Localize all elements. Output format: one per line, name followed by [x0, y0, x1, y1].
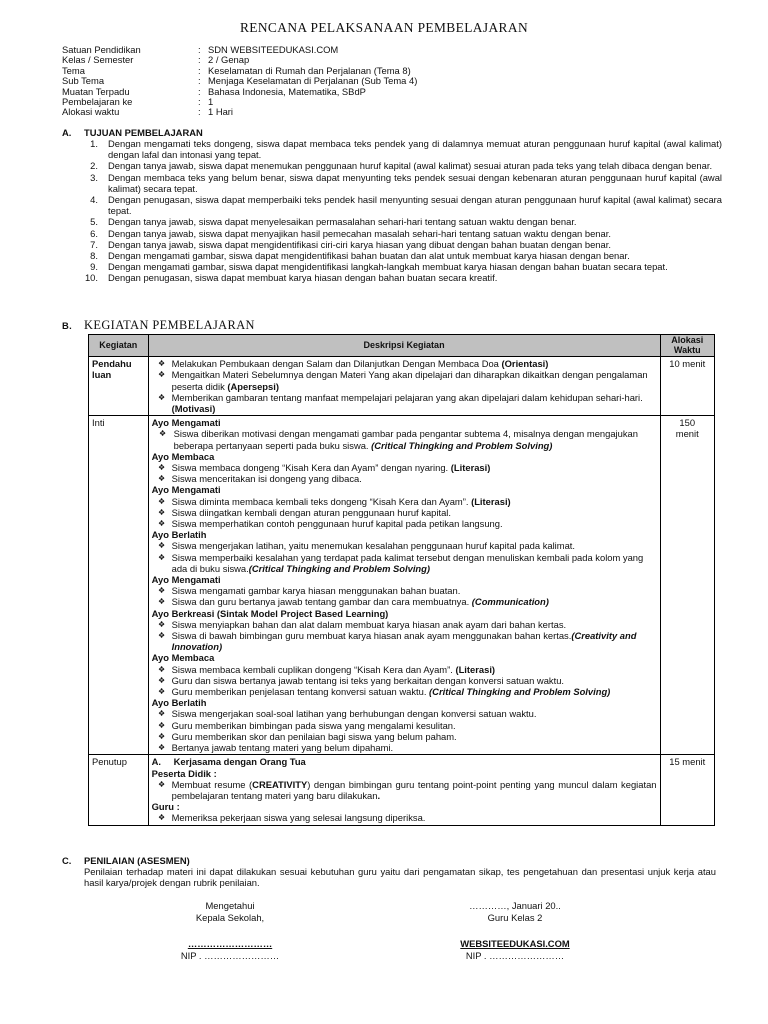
activity-heading: Ayo Mengamati [151, 484, 221, 496]
signature-principal: Mengetahui Kepala Sekolah, ……………………… NIP . …………………… [180, 900, 280, 961]
meta-value: Keselamatan di Rumah dan Perjalanan (Tema 8) [208, 64, 411, 76]
activity-heading: Ayo Berlatih [151, 529, 207, 541]
meta-row-satuan: Satuan Pendidikan : SDN WEBSITEEDUKASI.COM [62, 44, 339, 55]
phase-description: ❖ Melakukan Pembukaan dengan Salam dan Dilanjutkan Dengan Membaca Doa (Orientasi) ❖ Mengaitkan Materi Sebelumnya dengan Materi Yang akan dipelajari dan diharapkan dikaitkan dengan pengalaman peserta didik (Apersepsi) ❖ Memberikan gambaran tentang manfaat mempelajari pelajaran yang akan dipelajari dalam kehidupan sehari-hari. (Motivasi) [148, 357, 660, 416]
meta-label: Kelas / Semester [62, 54, 134, 66]
meta-row-muatan: Muatan Terpadu : Bahasa Indonesia, Matematika, SBdP [62, 85, 366, 97]
section-a-heading [62, 127, 203, 138]
meta-label: Alokasi waktu [62, 106, 120, 118]
meta-label: Tema [62, 64, 85, 76]
phase-label: Inti [89, 416, 149, 755]
list-item: 7. Dengan tanya jawab, siswa dapat mengidentifikasi ciri-ciri karya hiasan yang dibuat dengan bahan buatan dengan benar. [90, 238, 611, 250]
phase-description: A. Kerjasama dengan Orang Tua Peserta Didik : ❖ Membuat resume (CREATIVITY) dengan bimbingan guru tentang point-point penting yang muncul dalam kegiatan pembelajaran tentang materi yang baru dilakukan. Guru : ❖ Memeriksa pekerjaan siswa yang selesai langsung diperiksa. [148, 755, 660, 825]
list-item: 3. Dengan membaca teks yang belum benar, siswa dapat menyunting teks pendek sesuai dengan kebenaran aturan penggunaan huruf kapital (awal kalimat) secara tepat. [90, 171, 722, 194]
header-alokasi: Alokasi Waktu [660, 335, 715, 357]
meta-value: 2 / Genap [208, 54, 250, 66]
phase-time: 10 menit [660, 357, 715, 416]
list-item: 1. Dengan mengamati teks dongeng, siswa dapat membaca teks pendek yang di dalamnya memuat aturan penggunaan huruf kapital (awal kalimat) dengan lafal dan intonasi yang tepat. [90, 138, 722, 161]
meta-label: Pembelajaran ke [62, 95, 133, 107]
table-row [89, 755, 715, 825]
section-number: B. [62, 320, 73, 331]
activity-heading: Ayo Membaca [151, 652, 215, 664]
section-b-heading [62, 320, 255, 331]
signature-teacher: …………, Januari 20.. Guru Kelas 2 WEBSITEEDUKASI.COM NIP . …………………… [460, 900, 570, 961]
meta-row-tema: Tema : Keselamatan di Rumah dan Perjalanan (Tema 8) [62, 64, 411, 76]
activities-table [88, 334, 715, 826]
assessment-text: Penilaian terhadap materi ini dapat dilakukan sesuai kebutuhan guru yaitu dari pengamatan sikap, tes pengetahuan dan presentasi unjuk kerja atau hasil karya/projek dengan rubrik penilaian. [84, 866, 716, 889]
section-title: KEGIATAN PEMBELAJARAN [84, 318, 255, 332]
activity-heading: Ayo Membaca [151, 450, 215, 462]
activity-heading: Ayo Berlatih [151, 697, 207, 709]
table-row [89, 357, 715, 416]
phase-time: 150 menit [660, 416, 715, 755]
activity-heading: Ayo Mengamati [151, 417, 221, 429]
meta-value: 1 Hari [208, 106, 234, 118]
meta-row-subtema: Sub Tema : Menjaga Keselamatan di Perjalanan (Sub Tema 4) [62, 75, 418, 87]
table-row [89, 416, 715, 755]
table-header-row [89, 335, 715, 357]
phase-label: Penutup [89, 755, 149, 825]
meta-label: Muatan Terpadu [62, 85, 130, 97]
header-kegiatan: Kegiatan [89, 335, 149, 357]
list-item: 5. Dengan tanya jawab, siswa dapat menyelesaikan permasalahan sehari-hari tentang satuan waktu dengan benar. [90, 216, 577, 228]
phase-label: Pendahu luan [89, 357, 149, 416]
section-number: A. [62, 127, 72, 138]
meta-row-alokasi: Alokasi waktu : 1 Hari [62, 106, 234, 118]
phase-time: 15 menit [660, 755, 715, 825]
document-title: RENCANA PELAKSANAAN PEMBELAJARAN [239, 20, 529, 35]
phase-description: Ayo Mengamati ❖ Siswa diberikan motivasi dengan mengamati gambar pada pengantar subtema 4, misalnya dengan mengajukan beberapa pertanyaan seperti pada buku siswa. (Critical Thingking and Problem Solving) Ayo Membaca ❖ Siswa membaca dongeng “Kisah Kera dan Ayam” dengan nyaring. (Literasi) ❖ Siswa menceritakan isi dongeng yang dibaca. Ayo Mengamati ❖ Siswa diminta membaca kembali teks dongeng “Kisah Kera dan Ayam”. (Literasi) ❖ Siswa diingatkan kembali dengan aturan penggunaan huruf kapital. ❖ Siswa memperhatikan contoh penggunaan huruf kapital pada petikan langsung. Ayo Berlatih ❖ Siswa mengerjakan latihan, yaitu menemukan kesalahan penggunaan huruf kapital pada kalimat. ❖ Siswa memperbaiki kesalahan yang terdapat pada kalimat tersebut dengan menuliskan kembali pada kolom yang ada di buku siswa.(Critical Thingking and Problem Solving) Ayo Mengamati ❖ Siswa mengamati gambar karya hiasan menggunakan bahan buatan. ❖ Siswa dan guru bertanya jawab tentang gambar dan cara membuatnya. (Communication) Ayo Berkreasi (Sintak Model Project Based Learning) ❖ Siswa menyiapkan bahan dan alat dalam membuat karya hiasan anak ayam dari bahan kertas. ❖ Siswa di bawah bimbingan guru membuat karya hiasan anak ayam menggunakan bahan kertas.(Creativity and Innovation) Ayo Membaca ❖ Siswa membaca kembali cuplikan dongeng “Kisah Kera dan Ayam”. (Literasi) ❖ Guru dan siswa bertanya jawab tentang isi teks yang berkaitan dengan konversi satuan waktu. ❖ Guru memberikan penjelasan tentang konversi satuan waktu. (Critical Thingking and Problem Solving) Ayo Berlatih ❖ Siswa mengerjakan soal-soal latihan yang berhubungan dengan konversi satuan waktu. ❖ Guru memberikan bimbingan pada siswa yang mengalami kesulitan. ❖ Guru memberikan skor dan penilaian bagi siswa yang belum paham. ❖ Bertanya jawab tentang materi yang belum dipahami. [148, 416, 660, 755]
meta-label: Sub Tema [62, 75, 105, 87]
list-item: 4. Dengan penugasan, siswa dapat memperbaiki teks pendek hasil menyunting sesuai dengan aturan penggunaan huruf kapital (awal kalimat) secara tepat. [90, 194, 722, 217]
goals-list [82, 138, 722, 284]
section-c [62, 855, 716, 889]
header-deskripsi: Deskripsi Kegiatan [148, 335, 660, 357]
list-item: 8. Dengan mengamati gambar, siswa dapat mengidentifikasi bahan buatan dan alat untuk membuat karya hiasan dengan benar. [90, 250, 630, 262]
meta-value: Menjaga Keselamatan di Perjalanan (Sub Tema 4) [208, 75, 418, 87]
meta-value: 1 [208, 95, 214, 107]
list-item: 2. Dengan tanya jawab, siswa dapat menemukan penggunaan huruf kapital (awal kalimat) sesuai aturan pada teks yang telah dibaca dengan benar. [90, 160, 713, 172]
section-c-heading: C. PENILAIAN (ASESMEN) [62, 855, 190, 866]
meta-label: Satuan Pendidikan [62, 44, 141, 55]
section-title: TUJUAN PEMBELAJARAN [84, 127, 203, 138]
activity-heading: Ayo Berkreasi (Sintak Model Project Based Learning) [151, 607, 389, 619]
activity-heading: Ayo Mengamati [151, 574, 221, 586]
meta-row-pembelajaran: Pembelajaran ke : 1 [62, 95, 214, 107]
list-item: 10. Dengan penugasan, siswa dapat membuat karya hiasan dengan bahan buatan secara kreatif. [84, 272, 498, 284]
meta-row-kelas: Kelas / Semester : 2 / Genap [62, 54, 250, 66]
list-item: 6. Dengan tanya jawab, siswa dapat menyajikan hasil pemecahan masalah sehari-hari tentang satuan waktu dengan benar. [90, 227, 611, 239]
meta-value: SDN WEBSITEEDUKASI.COM [208, 44, 339, 55]
list-item: 9. Dengan mengamati gambar, siswa dapat mengidentifikasi langkah-langkah membuat karya hiasan dengan bahan buatan secara tepat. [90, 261, 668, 273]
identity-block [62, 44, 417, 117]
meta-value: Bahasa Indonesia, Matematika, SBdP [208, 85, 366, 97]
